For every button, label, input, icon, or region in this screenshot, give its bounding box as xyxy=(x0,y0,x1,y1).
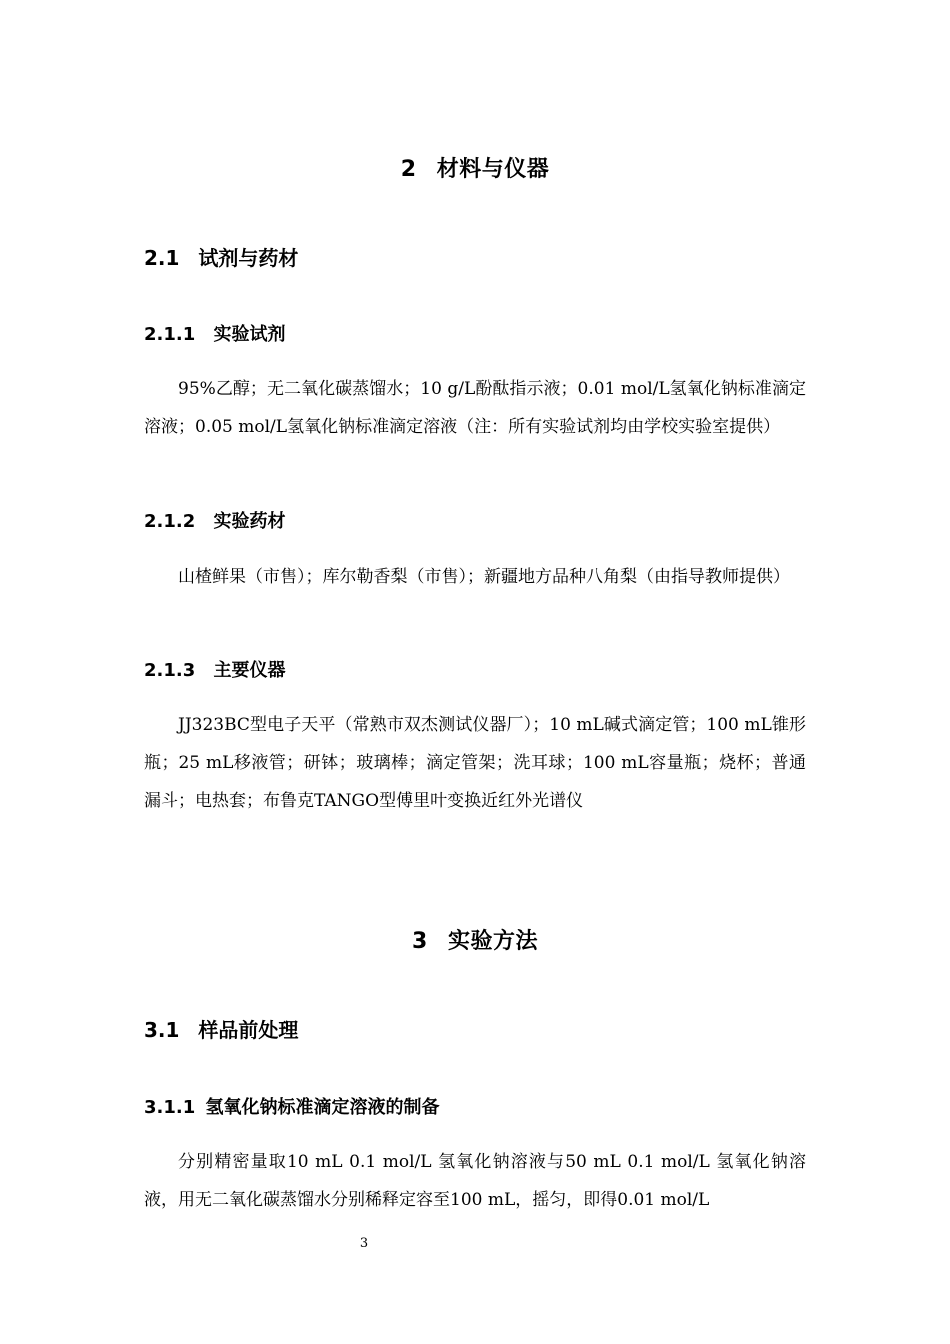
page-number xyxy=(0,1236,950,1251)
paragraph-materials: 山楂鲜果（市售）；库尔勒香梨（市售）；新疆地方品种八角梨（由指导教师提供） xyxy=(178,567,790,587)
section-number: 2.1 xyxy=(144,246,180,270)
paragraph-naoh-preparation: 分别精密量取10 mL 0.1 mol/L 氢氧化钠溶液与50 mL 0.1 mol/L 氢氧化钠溶液，用无二氧化碳蒸馏水分别稀释定容至100 mL，摇匀，即得0.01 mol/L xyxy=(144,1152,806,1210)
chapter-title: 材料与仪器 xyxy=(436,157,550,182)
subsection-number: 2.1.1 xyxy=(144,324,196,345)
subsection-number: 2.1.3 xyxy=(144,660,196,681)
subsection-title: 氢氧化钠标准滴定溶液的制备 xyxy=(205,1097,440,1118)
chapter-3-heading xyxy=(0,924,950,955)
chapter-2-heading xyxy=(0,152,950,183)
subsection-title: 主要仪器 xyxy=(213,660,286,681)
section-number: 3.1 xyxy=(144,1018,180,1042)
page-number-text: 3 xyxy=(359,1236,369,1251)
subsection-title: 实验试剂 xyxy=(213,324,286,345)
subsection-3-1-1-heading xyxy=(144,1093,440,1119)
subsection-title: 实验药材 xyxy=(213,511,286,532)
section-title: 样品前处理 xyxy=(198,1018,299,1042)
chapter-number: 3 xyxy=(412,929,428,954)
subsection-2-1-1-heading xyxy=(144,320,286,346)
paragraph-instruments: JJ323BC型电子天平（常熟市双杰测试仪器厂）；10 mL碱式滴定管；100 mL锥形瓶；25 mL移液管；研钵；玻璃棒；滴定管架；洗耳球；100 mL容量瓶；烧杯；普通漏斗；电热套；布鲁克TANGO型傅里叶变换近红外光谱仪 xyxy=(144,715,806,811)
subsection-number: 2.1.2 xyxy=(144,511,196,532)
paragraph-reagents: 95%乙醇；无二氧化碳蒸馏水；10 g/L酚酞指示液；0.01 mol/L氢氧化钠标准滴定溶液；0.05 mol/L氢氧化钠标准滴定溶液（注：所有实验试剂均由学校实验室提供） xyxy=(144,379,806,437)
section-3-1-heading xyxy=(144,1014,298,1043)
section-title: 试剂与药材 xyxy=(198,246,299,270)
chapter-number: 2 xyxy=(400,157,417,182)
section-2-1-heading xyxy=(144,242,298,271)
chapter-title: 实验方法 xyxy=(447,929,538,954)
subsection-number: 3.1.1 xyxy=(144,1097,196,1118)
subsection-2-1-2-heading xyxy=(144,507,286,533)
subsection-2-1-3-heading xyxy=(144,656,286,682)
